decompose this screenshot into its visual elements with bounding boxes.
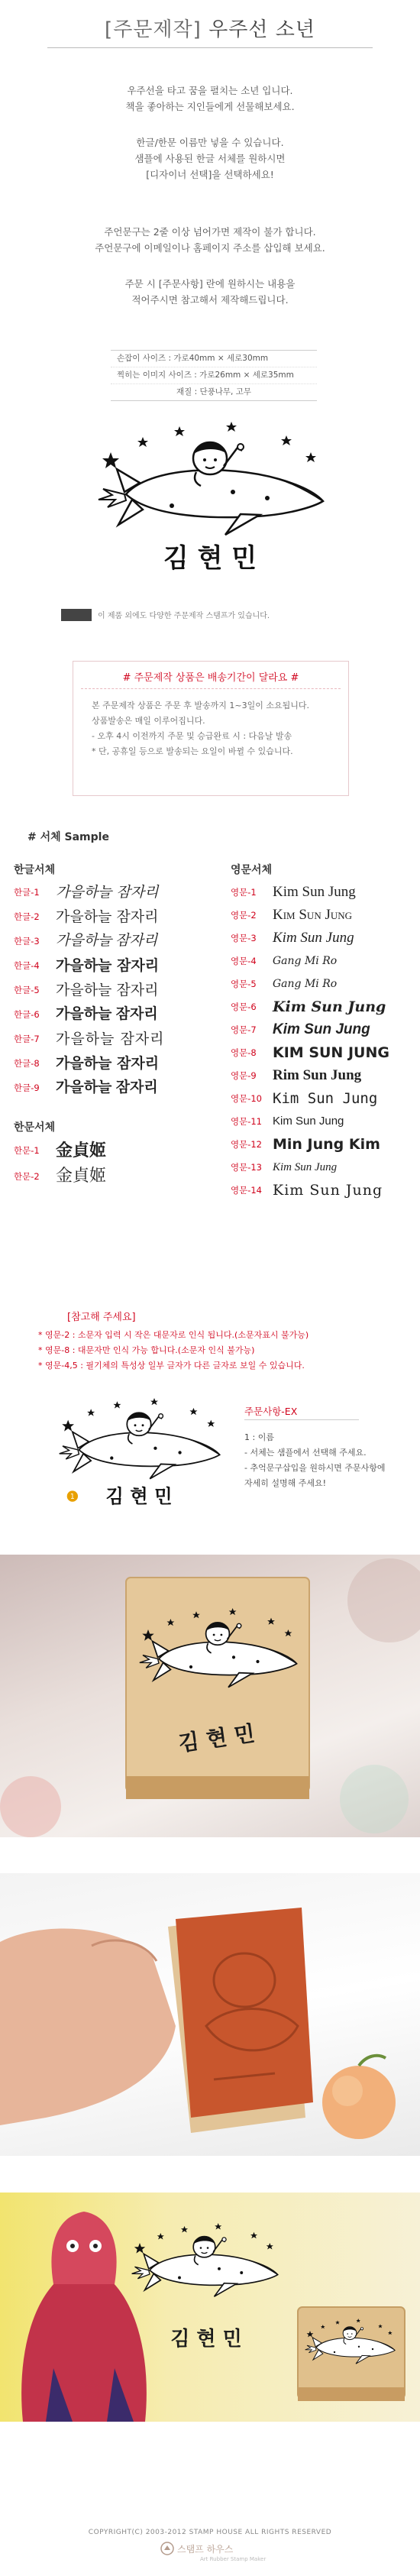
english-font-row [231,926,354,949]
korean-font-row [14,1027,165,1050]
english-font-row [231,1109,344,1132]
example-title: 주문사항-EX [244,1406,298,1417]
english-font-label: 영문-8 [231,1047,257,1058]
korean-font-sample: 가을하늘 잠자리 [56,932,158,949]
intro-block-4 [0,276,420,308]
korean-font-row [14,978,159,1001]
english-font-row [231,1155,337,1178]
intro-line: 주언문구에 이메일이나 홈페이지 주소를 삽입해 보세요. [95,242,325,254]
intro-line: 주문 시 [주문사항] 란에 원하시는 내용을 [124,278,296,290]
hanja-font-label: 한문-2 [14,1171,40,1182]
english-font-sample: Kim Sun Jung [273,1181,383,1199]
careful-line: * 영문-2 : 소문자 입력 시 작은 대문자로 인식 됩니다.(소문자표시 불가능) [38,1330,309,1340]
example-divider [244,1419,359,1420]
hanja-font-sample: 金貞姬 [56,1166,107,1186]
intro-line: 우주선을 타고 꿈을 펼치는 소년 입니다. [127,85,293,96]
notice-line: 본 주문제작 상품은 주문 후 발송까지 1~3일이 소요됩니다. [92,701,309,710]
korean-font-row [14,880,159,903]
shipping-notice [73,661,349,796]
page-title [0,14,420,42]
korean-font-sample: 가을하늘 잠자리 [56,1005,158,1022]
material: 재질 : 단풍나무, 고무 [176,387,252,396]
product-photo-1 [0,1555,420,1837]
example-stamp [55,1398,223,1513]
english-font-sample: Kim Sun Jung [273,1089,378,1107]
english-font-sample: Rim Sun Jung [273,1066,362,1083]
english-font-label: 영문-14 [231,1185,263,1196]
korean-font-row [14,1002,158,1025]
intro-line: 한글/한문 이름만 넣을 수 있습니다. [136,137,284,148]
english-font-label: 영문-7 [231,1024,257,1035]
intro-block-2 [0,134,420,183]
intro-line: 적어주시면 참고해서 제작해드립니다. [131,294,289,306]
korean-font-label: 한글-4 [14,960,40,971]
notice-title: # 주문제작 상품은 배송기간이 달라요 # [122,672,299,684]
english-font-sample: Gang Mi Ro [273,977,338,990]
notice-line: * 단, 공휴일 등으로 발송되는 요일이 바뀔 수 있습니다. [92,746,293,756]
korean-font-sample: 가을하늘 잠자리 [56,981,159,998]
korean-font-row [14,905,159,927]
english-font-sample: Kim Sun Jung [273,883,356,900]
image-size: 찍히는 이미지 사이즈 : 가로26mm × 세로35mm [111,367,317,384]
korean-font-label: 한글-2 [14,911,40,922]
note-tag-image [61,609,92,621]
english-font-label: 영문-5 [231,979,257,989]
note-text: 이 제품 외에도 다양한 주문제작 스탬프가 있습니다. [98,612,270,620]
english-font-label: 영문-4 [231,956,257,966]
intro-block-1 [0,83,420,115]
korean-font-row [14,953,159,976]
example-line: 자세히 설명해 주세요! [244,1478,327,1488]
korean-font-sample: 가을하늘 잠자리 [56,908,159,925]
stamp-size: 손잡이 사이즈 : 가로40mm × 세로30mm [111,351,317,367]
photo-3-stamp-name: 김 현 민 [170,2328,242,2351]
english-font-sample: Kim Sun Jung [273,1021,370,1037]
notice-divider [81,688,341,689]
korean-font-sample: 가을하늘 잠자리 [56,883,159,901]
korean-font-label: 한글-3 [14,936,40,947]
hanja-font-sample: 金貞姬 [56,1140,107,1160]
english-font-row [231,1018,370,1040]
footer-subtitle: Art Rubber Stamp Maker [200,2556,267,2562]
careful-line: * 영문-4,5 : 필기체의 특성상 일부 글자가 다른 글자로 보일 수 있습니다. [38,1361,305,1371]
example-line: - 서체는 샘플에서 선택해 주세요. [244,1448,367,1458]
english-font-sample: Kim Sun Jung [273,1160,338,1173]
title-divider [47,47,373,48]
careful-line: * 영문-8 : 대문자만 인식 가능 합니다.(소문자 인식 불가능) [38,1345,255,1355]
product-photo-2 [0,1873,420,2156]
korean-font-row [14,929,157,952]
english-font-label: 영문-10 [231,1093,263,1104]
korean-font-label: 한글-7 [14,1034,40,1044]
footer-copyright: COPYRIGHT(C) 2003-2012 STAMP HOUSE ALL RIGHTS RESERVED [88,2529,332,2536]
english-font-row [231,949,337,972]
english-font-row [231,1132,380,1155]
english-font-label: 영문-9 [231,1070,257,1081]
english-font-label: 영문-6 [231,1002,257,1012]
example-line: - 추억문구삽입을 원하시면 주문사항에 [244,1463,386,1473]
english-font-row [231,1086,377,1109]
photo-2-graphic [0,1873,420,2156]
english-font-row [231,1178,383,1201]
english-font-label: 영문-13 [231,1162,263,1173]
english-font-label: 영문-3 [231,933,257,943]
hanja-font-title: 한문서체 [14,1121,56,1134]
stamp-house-logo-icon [160,2542,174,2555]
english-font-sample: Min Jung Kim [273,1135,380,1153]
korean-font-sample: 가을하늘 잠자리 [56,1054,160,1072]
english-font-row [231,903,352,926]
korean-font-label: 한글-9 [14,1083,40,1093]
english-font-title: 영문서체 [231,864,273,876]
korean-font-label: 한글-8 [14,1058,40,1069]
english-font-label: 영문-12 [231,1139,263,1150]
title-bracket-label: [주문제작] [105,18,202,41]
example-body [244,1430,385,1491]
example-stamp-name: 김 현 민 [105,1485,173,1508]
hanja-font-row [14,1138,106,1161]
english-font-row [231,1040,389,1063]
notice-line: - 오후 4시 이전까지 주문 및 승급완료 시 : 다음날 발송 [92,731,292,741]
korean-font-row [14,1076,158,1099]
hanja-font-label: 한문-1 [14,1145,40,1156]
korean-font-label: 한글-1 [14,887,40,898]
english-font-sample: Kim Sun Jung [273,998,386,1015]
korean-font-list [14,880,220,1102]
stamp-illustration [95,422,325,582]
korean-font-label: 한글-6 [14,1009,40,1020]
intro-line: 주언문구는 2줄 이상 넘어가면 제작이 불가 합니다. [104,226,316,238]
title-product-name: 우주선 소년 [208,18,315,41]
product-photo-3 [0,2193,420,2422]
korean-font-sample: 가을하늘 잠자리 [56,1079,158,1095]
photo-1-stamp-name: 김 현 민 [176,1720,257,1756]
korean-font-label: 한글-5 [14,985,40,995]
english-font-row [231,995,386,1018]
intro-block-3 [0,224,420,256]
notice-body [92,698,309,759]
korean-font-sample: 가을하늘 잠자리 [56,1030,165,1047]
english-font-sample: Gang Mi Ro [273,954,338,967]
hanja-font-list [14,1138,220,1199]
english-font-row [231,972,337,995]
english-font-sample: Kim Sun Jung [273,929,354,946]
example-line: 1 : 이름 [244,1432,274,1442]
font-section-title: # 서체 Sample [27,831,109,843]
size-table [111,350,317,401]
korean-font-title: 한글서체 [14,864,56,876]
careful-title: [참고해 주세요] [67,1312,136,1323]
english-font-row [231,880,356,903]
photo-1-graphic [0,1555,420,1837]
intro-line: 샘플에 사용된 한글 서체를 원하시면 [134,153,286,164]
english-font-sample: Kim Sun Jung [273,906,353,923]
english-font-sample: KIM SUN JUNG [273,1044,389,1061]
english-font-label: 영문-11 [231,1116,263,1127]
english-font-row [231,1063,361,1086]
example-marker: 1 [69,1493,75,1502]
notice-line: 상품발송은 매일 이루어집니다. [92,716,205,726]
korean-font-sample: 가을하늘 잠자리 [56,956,160,974]
hanja-font-row [14,1164,106,1187]
footer-logo: 스탬프 하우스 [177,2544,234,2555]
intro-line: 책을 좋아하는 지인들에게 선물해보세요. [125,101,295,112]
english-font-list [231,880,414,1216]
english-font-label: 영문-2 [231,910,257,921]
korean-font-row [14,1051,159,1074]
photo-3-graphic [0,2193,420,2422]
stamp-name: 김 현 민 [163,543,257,574]
english-font-sample: Kim Sun Jung [273,1114,344,1128]
careful-notes [38,1328,309,1374]
english-font-label: 영문-1 [231,887,257,898]
intro-line: [디자이너 선택]을 선택하세요! [146,169,274,180]
